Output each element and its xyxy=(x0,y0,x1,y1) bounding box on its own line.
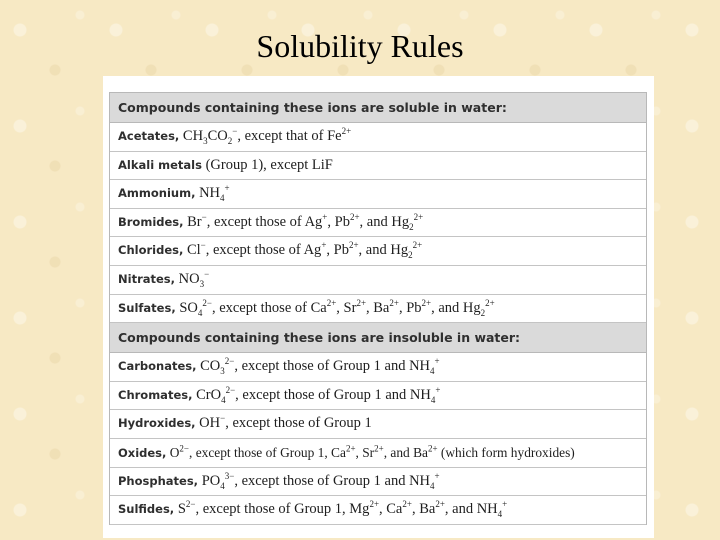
section-header: Compounds containing these ions are insoluble in water: xyxy=(110,323,646,353)
rule-text: $SO_4^{2-}$, except those of $Ca^{2+}$, $Sr^{2+}$, $Ba^{2+}$, $Pb^{2+}$, and $Hg_2^{2+}$ xyxy=(175,297,495,318)
table-row xyxy=(110,439,646,468)
rule-text: $O^{2-}$, except those of Group 1, $Ca^{2+}$, $Sr^{2+}$, and $Ba^{2+}$ (which form hydroxides) xyxy=(166,443,575,460)
table-row xyxy=(110,410,646,439)
table-row xyxy=(110,496,646,525)
rule-text: OH−, except those of Group 1 xyxy=(195,413,372,432)
ion-name: Chromates, xyxy=(118,387,193,402)
ion-name: Oxides, xyxy=(118,445,167,460)
table-row xyxy=(110,123,646,152)
rule-text: $PO_4^{3-}$, except those of Group 1 and $NH_4^+$ xyxy=(198,470,440,491)
ion-name: Acetates, xyxy=(118,129,180,143)
table-row xyxy=(110,237,646,266)
ion-name: Hydroxides, xyxy=(118,416,196,431)
rule-text: $NO_3^-$ xyxy=(175,269,210,289)
rule-text: Br−, except those of Ag+, $Pb^{2+}$, and $Hg_2^{2+}$ xyxy=(183,211,424,232)
table-row xyxy=(110,152,646,181)
rule-text: $CO_3^{2-}$, except those of Group 1 and $NH_4^+$ xyxy=(196,356,440,377)
section-header: Compounds containing these ions are soluble in water: xyxy=(110,93,646,123)
ion-name: Chlorides, xyxy=(118,243,184,258)
rule-text: CrO$_4^{2-}$, except those of Group 1 and $NH_4^+$ xyxy=(192,384,441,405)
ion-name: Alkali metals xyxy=(118,157,202,172)
table-row xyxy=(110,266,646,295)
rule-text: (Group 1), except LiF xyxy=(201,156,333,173)
rule-text: $S^{2-}$, except those of Group 1, $Mg^{2+}$, $Ca^{2+}$, $Ba^{2+}$, and $NH_4^+$ xyxy=(174,499,508,520)
ion-name: Sulfides, xyxy=(118,502,175,517)
table-row xyxy=(110,209,646,238)
table-row xyxy=(110,295,646,324)
ion-name: Nitrates, xyxy=(118,271,176,286)
ion-name: Bromides, xyxy=(118,214,184,229)
ion-name: Carbonates, xyxy=(118,359,197,374)
rule-text: Cl−, except those of Ag+, $Pb^{2+}$, and $Hg_2^{2+}$ xyxy=(183,240,423,261)
ion-name: Ammonium, xyxy=(118,186,196,201)
slide-title: Solubility Rules xyxy=(256,28,464,64)
solubility-table xyxy=(109,92,647,525)
table-row xyxy=(110,468,646,497)
rule-text: $CH_3CO_2^-$, except that of $Fe^{2+}$ xyxy=(179,126,352,146)
table-row xyxy=(110,180,646,209)
solubility-table-card xyxy=(103,76,654,538)
table-row xyxy=(110,353,646,382)
table-row xyxy=(110,382,646,411)
ion-name: Sulfates, xyxy=(118,300,176,315)
rule-text: $NH_4^+$ xyxy=(195,183,230,204)
ion-name: Phosphates, xyxy=(118,473,199,488)
